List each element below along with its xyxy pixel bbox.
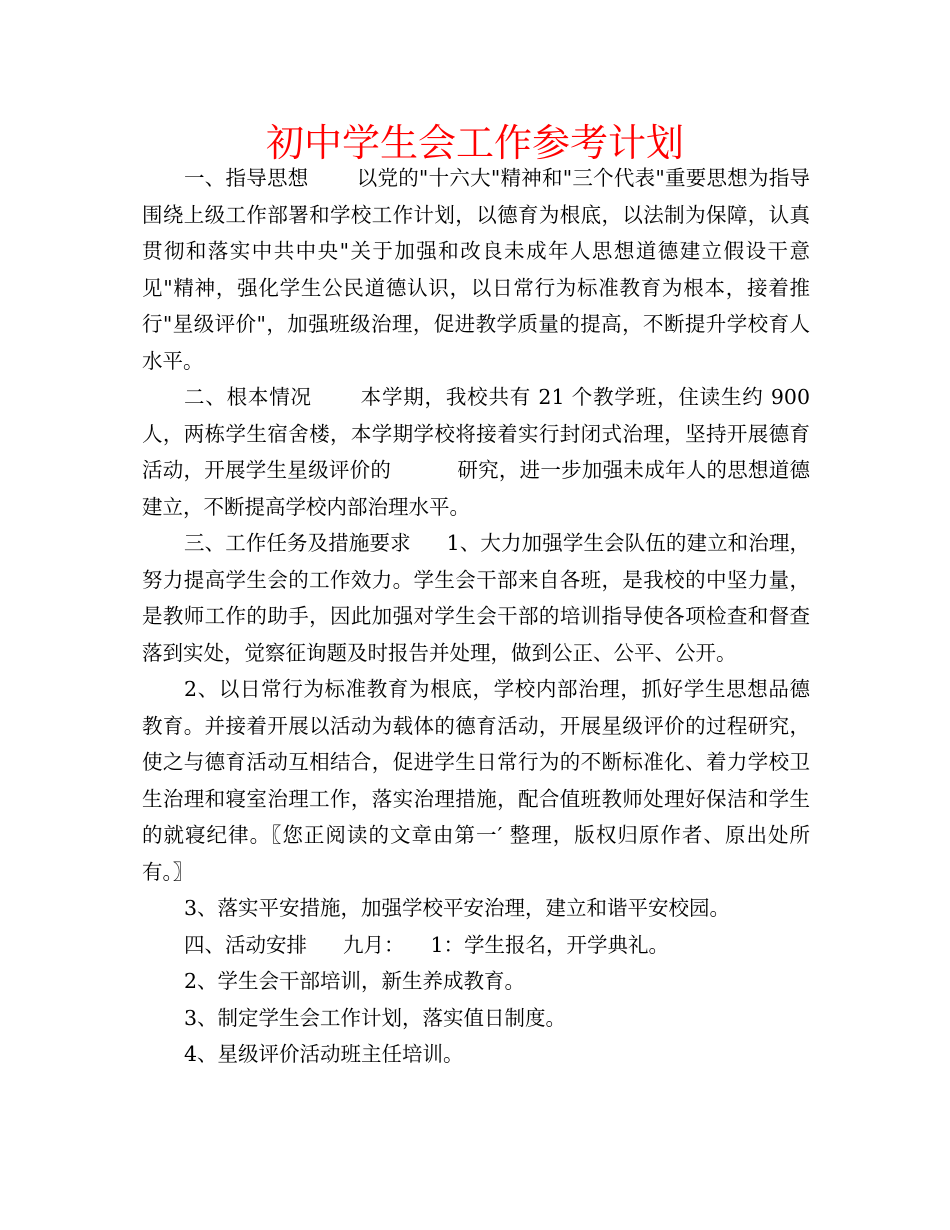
month-label: 九月： bbox=[343, 932, 405, 957]
paragraph-text: 1、大力加强学生会队伍的建立和治理，努力提高学生会的工作效力。学生会干部来自各班，是我校的中坚力量，是教师工作的助手，因此加强对学生会干部的培训指导使各项检查和督查落到实处，觉察征询题及时报告并处理，做到公正、公平、公开。 bbox=[142, 531, 810, 665]
paragraph-text: 以党的"十六大"精神和"三个代表"重要思想为指导围绕上级工作部署和学校工作计划，以德育为根底，以法制为保障，认真贯彻和落实中共中央"关于加强和改良未成年人思想道德建立假设干意见"精神，强化学生公民道德认识，以日常行为标准教育为根本，接着推行"星级评价"，加强班级治理，促进教学质量的提高，不断提升学校育人水平。 bbox=[142, 166, 810, 373]
paragraph-text: 本学期，我校共有 21 个教学班，住读生约 900 人，两栋学生宿舍楼，本学期学校将接着实行封闭式治理，坚持开展德育活动，开展学生星级评价的 bbox=[142, 385, 810, 482]
paragraph-text: 研究，进一步加强未成年人的思想道德建立，不断提高学校内部治理水平。 bbox=[142, 458, 811, 519]
section-heading-basic-situation: 二、根本情况 bbox=[184, 385, 312, 409]
activity-item-2: 2、学生会干部培训，新生养成教育。 bbox=[184, 969, 526, 993]
paragraph-item-2: 2、以日常行为标准教育为根底，学校内部治理，抓好学生思想品德教育。并接着开展以活动为载体的德育活动，开展星级评价的过程研究，使之与德育活动互相结合，促进学生日常行为的不断标准化、着力学校卫生治理和寝室治理工作，落实治理措施，配合值班教师处理好保洁和学生的就寝纪律。〖您正阅读的文章由第一′ 整理，版权归原作者、原出处所有。〗 bbox=[142, 677, 810, 884]
paragraph-tasks-and-measures bbox=[142, 525, 810, 671]
paragraph-guiding-ideology bbox=[142, 160, 810, 379]
paragraph-text: 1：学生报名，开学典礼。 bbox=[430, 932, 670, 957]
section-heading-guiding-ideology: 一、指导思想 bbox=[184, 166, 309, 190]
paragraph-basic-situation bbox=[142, 379, 810, 525]
paragraph-item-3: 3、落实平安措施，加强学校平安治理，建立和谐平安校园。 bbox=[184, 896, 731, 920]
activity-item-4: 4、星级评价活动班主任培训。 bbox=[184, 1042, 464, 1066]
document-title: 初中学生会工作参考计划 bbox=[265, 121, 684, 165]
activity-item-3: 3、制定学生会工作计划，落实值日制度。 bbox=[184, 1005, 567, 1030]
section-heading-tasks: 三、工作任务及措施要求 bbox=[184, 531, 411, 555]
paragraph-activity-schedule bbox=[142, 927, 810, 964]
document-body bbox=[142, 160, 810, 1073]
section-heading-activities: 四、活动安排 bbox=[184, 932, 308, 957]
